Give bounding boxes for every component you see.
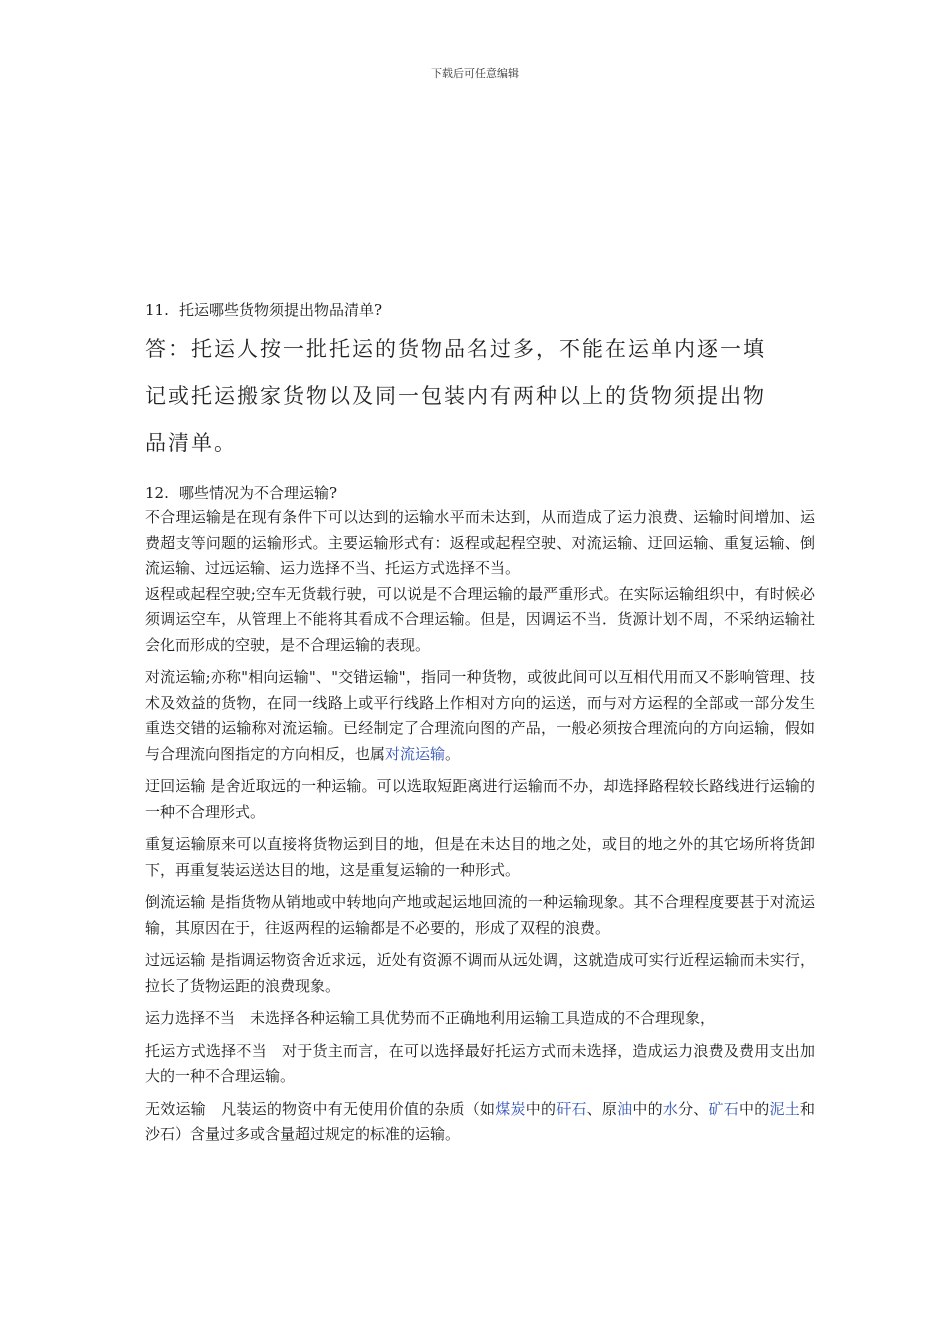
- link-soil[interactable]: 泥土: [769, 1099, 800, 1118]
- paragraph-text: 分、: [678, 1099, 709, 1118]
- link-water[interactable]: 水: [662, 1099, 679, 1118]
- question-number: 12.: [145, 484, 169, 502]
- paragraph-overlong: 过远运输 是指调运物资舍近求远，近处有资源不调而从远处调，这就造成可实行近程运输而未实行，拉长了货物运距的浪费现象。: [145, 951, 815, 995]
- link-counter-flow[interactable]: 对流运输: [385, 744, 446, 763]
- question-text: 托运哪些货物须提出物品清单?: [179, 301, 383, 319]
- link-coal[interactable]: 煤炭: [495, 1099, 526, 1118]
- paragraph-ineffective: [145, 1097, 815, 1148]
- paragraph-text: 和沙石）含量过多或含量超过规定的标准的运输。: [145, 1099, 815, 1143]
- link-gangue[interactable]: 矸石: [556, 1099, 587, 1118]
- paragraph-detour: 迂回运输 是舍近取远的一种运输。可以选取短距离进行运输而不办，却选择路程较长路线进行运输的一种不合理形式。: [145, 777, 815, 821]
- question-text: 哪些情况为不合理运输?: [179, 484, 338, 502]
- paragraph-empty-return: 返程或起程空驶;空车无货载行驶，可以说是不合理运输的最严重形式。在实际运输组织中，有时候必须调运空车，从管理上不能将其看成不合理运输。但是，因调运不当．货源计划不周，不采纳运输社会化而形成的空驶，是不合理运输的表现。: [145, 584, 815, 654]
- paragraph-text: 中的: [525, 1099, 557, 1118]
- question-12: [145, 481, 815, 505]
- paragraph-definition: 不合理运输是在现有条件下可以达到的运输水平而未达到，从而造成了运力浪费、运输时间增加、运费超支等问题的运输形式。主要运输形式有：返程或起程空驶、对流运输、迂回运输、重复运输、倒流运输、过远运输、运力选择不当、托运方式选择不当。: [145, 508, 815, 577]
- paragraph-text: 中的: [632, 1099, 663, 1118]
- link-ore[interactable]: 矿石: [708, 1099, 739, 1118]
- paragraph-text: 无效运输 凡装运的物资中有无使用价值的杂质（如: [145, 1099, 496, 1118]
- paragraph-repeat: 重复运输原来可以直接将货物运到目的地，但是在未达目的地之处，或目的地之外的其它场所将货卸下，再重复装运送达目的地，这是重复运输的一种形式。: [145, 835, 815, 879]
- question-11: [145, 298, 815, 322]
- link-oil[interactable]: 油: [617, 1099, 633, 1118]
- answer-11-scanned-text: 答：托运人按一批托运的货物品名过多，不能在运单内逐一填记或托运搬家货物以及同一包装内有两种以上的货物须提出物品清单。: [145, 337, 766, 455]
- paragraph-consignment: 托运方式选择不当 对于货主而言，在可以选择最好托运方式而未选择，造成运力浪费及费用支出加大的一种不合理运输。: [145, 1041, 815, 1085]
- question-number: 11.: [145, 301, 169, 319]
- paragraph-capacity: 运力选择不当 未选择各种运输工具优势而不正确地利用运输工具造成的不合理现象，: [145, 1009, 716, 1027]
- header-note: 下载后可任意编辑: [431, 67, 519, 80]
- paragraph-text: 对流运输;亦称"相向运输"、"交错运输"，指同一种货物，或彼此间可以互相代用而又不影响管理、技术及效益的货物，在同一线路上或平行线路上作相对方向的运送，而与对方运程的全部或一部分发生重迭交错的运输称对流运输。已经制定了合理流向图的产品，一般必须按合理流向的方向运输，假如与合理流向图指定的方向相反，也属: [145, 668, 815, 763]
- paragraph-counter-flow: [145, 665, 815, 767]
- paragraph-text: 、原: [586, 1099, 618, 1118]
- document-body: [145, 298, 815, 1148]
- paragraph-backflow: 倒流运输 是指货物从销地或中转地向产地或起运地回流的一种运输现象。其不合理程度要甚于对流运输，其原因在于，往返两程的运输都是不必要的，形成了双程的浪费。: [145, 893, 815, 937]
- paragraph-text: 。: [445, 744, 461, 763]
- paragraph-text: 中的: [739, 1099, 770, 1118]
